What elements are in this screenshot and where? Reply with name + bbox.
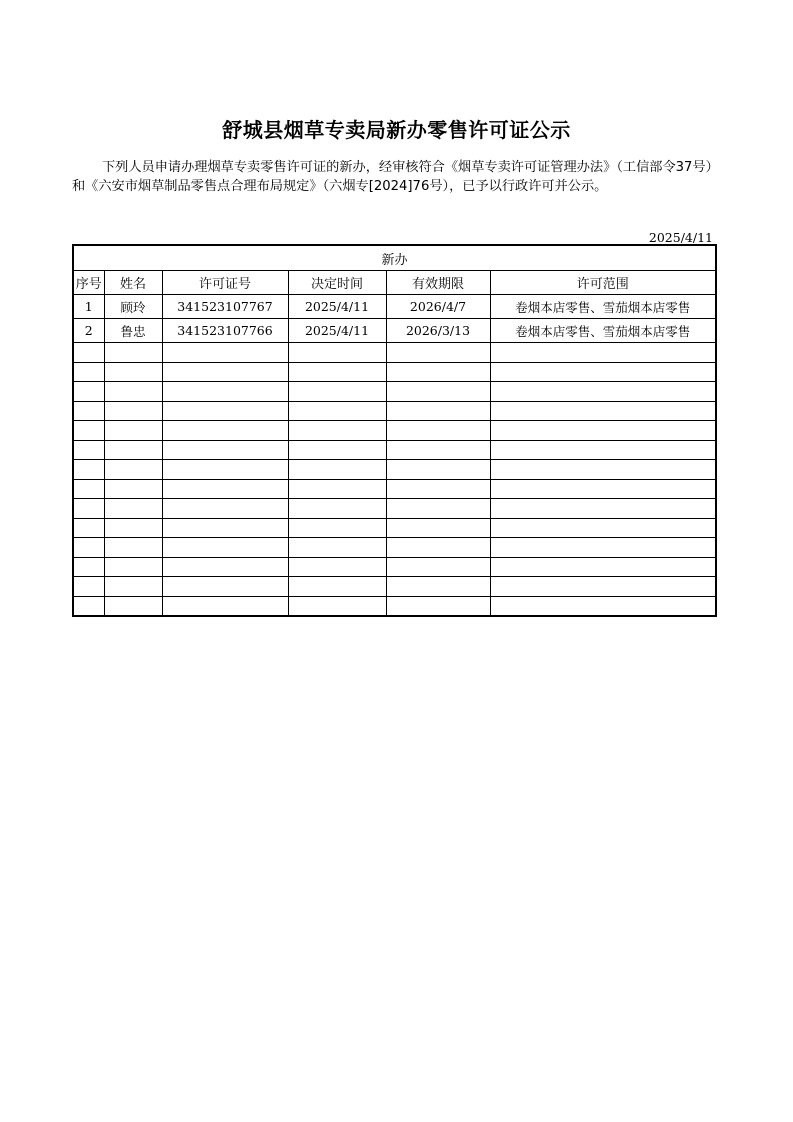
- header-cell-license-no: 许可证号: [162, 271, 288, 295]
- header-row: [73, 271, 716, 295]
- empty-cell: [288, 343, 386, 363]
- empty-cell: [73, 557, 104, 577]
- empty-cell: [386, 499, 490, 519]
- empty-cell: [104, 538, 162, 558]
- empty-cell: [73, 538, 104, 558]
- empty-cell: [490, 460, 716, 480]
- empty-cell: [386, 401, 490, 421]
- empty-cell: [386, 440, 490, 460]
- empty-cell: [490, 557, 716, 577]
- empty-cell: [386, 460, 490, 480]
- empty-cell: [288, 557, 386, 577]
- cell-valid-until: 2026/3/13: [386, 319, 490, 343]
- empty-cell: [162, 499, 288, 519]
- empty-table-row: [73, 518, 716, 538]
- empty-cell: [386, 362, 490, 382]
- empty-cell: [73, 421, 104, 441]
- empty-cell: [162, 460, 288, 480]
- empty-cell: [162, 479, 288, 499]
- cell-license-no: 341523107767: [162, 295, 288, 319]
- empty-table-row: [73, 421, 716, 441]
- empty-table-row: [73, 401, 716, 421]
- empty-cell: [490, 479, 716, 499]
- license-table: [72, 244, 717, 617]
- empty-cell: [73, 401, 104, 421]
- empty-cell: [490, 401, 716, 421]
- empty-cell: [386, 538, 490, 558]
- empty-table-row: [73, 538, 716, 558]
- empty-cell: [386, 382, 490, 402]
- empty-cell: [73, 499, 104, 519]
- empty-cell: [73, 596, 104, 616]
- cell-valid-until: 2026/4/7: [386, 295, 490, 319]
- empty-table-row: [73, 460, 716, 480]
- publish-date: 2025/4/11: [648, 230, 713, 245]
- header-cell-valid-until: 有效期限: [386, 271, 490, 295]
- empty-cell: [288, 401, 386, 421]
- empty-cell: [386, 518, 490, 538]
- empty-cell: [288, 577, 386, 597]
- empty-cell: [104, 577, 162, 597]
- page-title: 舒城县烟草专卖局新办零售许可证公示: [222, 118, 571, 142]
- empty-cell: [490, 421, 716, 441]
- empty-cell: [490, 596, 716, 616]
- empty-cell: [288, 479, 386, 499]
- empty-cell: [73, 518, 104, 538]
- empty-cell: [73, 460, 104, 480]
- empty-cell: [162, 343, 288, 363]
- empty-cell: [386, 421, 490, 441]
- cell-index: 1: [73, 295, 104, 319]
- cell-decision-date: 2025/4/11: [288, 295, 386, 319]
- empty-cell: [490, 518, 716, 538]
- empty-table-row: [73, 577, 716, 597]
- empty-cell: [104, 421, 162, 441]
- empty-cell: [490, 499, 716, 519]
- empty-cell: [73, 440, 104, 460]
- intro-paragraph: 下列人员申请办理烟草专卖零售许可证的新办，经审核符合《烟草专卖许可证管理办法》（工信部令37号）和《六安市烟草制品零售点合理布局规定》（六烟专[2024]76号），已予以行政许可并公示。: [72, 160, 713, 194]
- cell-decision-date: 2025/4/11: [288, 319, 386, 343]
- empty-cell: [104, 518, 162, 538]
- empty-table-row: [73, 499, 716, 519]
- empty-cell: [288, 421, 386, 441]
- empty-cell: [490, 382, 716, 402]
- cell-index: 2: [73, 319, 104, 343]
- empty-cell: [104, 557, 162, 577]
- empty-cell: [162, 577, 288, 597]
- empty-cell: [162, 401, 288, 421]
- empty-cell: [162, 362, 288, 382]
- empty-cell: [162, 538, 288, 558]
- empty-cell: [73, 362, 104, 382]
- empty-cell: [162, 518, 288, 538]
- empty-cell: [104, 362, 162, 382]
- empty-cell: [104, 460, 162, 480]
- table-row: [73, 295, 716, 319]
- cell-scope: 卷烟本店零售、雪茄烟本店零售: [490, 295, 716, 319]
- empty-cell: [162, 596, 288, 616]
- empty-table-row: [73, 382, 716, 402]
- cell-license-no: 341523107766: [162, 319, 288, 343]
- empty-table-row: [73, 362, 716, 382]
- empty-cell: [386, 479, 490, 499]
- empty-cell: [490, 343, 716, 363]
- empty-cell: [162, 440, 288, 460]
- empty-cell: [288, 499, 386, 519]
- empty-table-row: [73, 479, 716, 499]
- empty-cell: [490, 440, 716, 460]
- cell-scope: 卷烟本店零售、雪茄烟本店零售: [490, 319, 716, 343]
- empty-cell: [288, 538, 386, 558]
- empty-cell: [288, 382, 386, 402]
- empty-cell: [490, 577, 716, 597]
- empty-cell: [104, 479, 162, 499]
- empty-cell: [386, 596, 490, 616]
- group-label: 新办: [73, 245, 716, 271]
- empty-cell: [288, 596, 386, 616]
- empty-table-row: [73, 343, 716, 363]
- empty-cell: [104, 401, 162, 421]
- empty-cell: [288, 518, 386, 538]
- empty-cell: [162, 557, 288, 577]
- empty-cell: [73, 577, 104, 597]
- empty-cell: [73, 479, 104, 499]
- empty-table-row: [73, 440, 716, 460]
- empty-cell: [490, 538, 716, 558]
- empty-cell: [386, 577, 490, 597]
- header-cell-index: 序号: [73, 271, 104, 295]
- cell-name: 顾玲: [104, 295, 162, 319]
- group-row: [73, 245, 716, 271]
- header-cell-scope: 许可范围: [490, 271, 716, 295]
- empty-table-row: [73, 596, 716, 616]
- empty-cell: [288, 460, 386, 480]
- empty-cell: [104, 596, 162, 616]
- empty-table-row: [73, 557, 716, 577]
- cell-name: 鲁忠: [104, 319, 162, 343]
- empty-cell: [104, 499, 162, 519]
- empty-cell: [386, 343, 490, 363]
- header-cell-decision-date: 决定时间: [288, 271, 386, 295]
- empty-cell: [104, 343, 162, 363]
- empty-cell: [104, 440, 162, 460]
- empty-cell: [288, 440, 386, 460]
- empty-cell: [288, 362, 386, 382]
- empty-cell: [162, 382, 288, 402]
- empty-cell: [386, 557, 490, 577]
- empty-cell: [73, 382, 104, 402]
- empty-cell: [490, 362, 716, 382]
- empty-cell: [162, 421, 288, 441]
- header-cell-name: 姓名: [104, 271, 162, 295]
- empty-cell: [73, 343, 104, 363]
- empty-cell: [104, 382, 162, 402]
- table-row: [73, 319, 716, 343]
